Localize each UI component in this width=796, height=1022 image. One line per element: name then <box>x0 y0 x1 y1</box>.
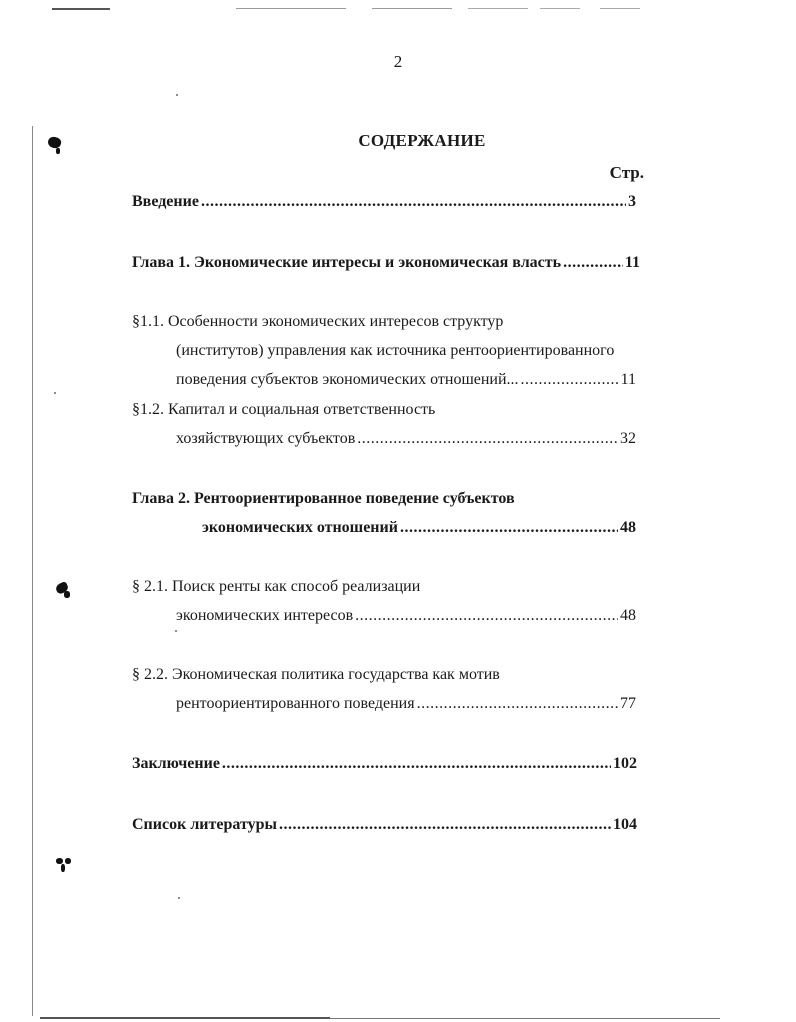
speck <box>175 630 177 632</box>
leader-dots <box>563 253 623 273</box>
toc-section-2-1-line-1: § 2.1. Поиск ренты как способ реализации <box>132 578 421 595</box>
toc-entry-section-2-2 <box>176 694 636 714</box>
toc-entry-references <box>132 815 637 835</box>
toc-section-1-1-line-1: §1.1. Особенности экономических интересов структур <box>132 313 504 330</box>
toc-entry-page: 102 <box>613 755 637 772</box>
scan-edge-top <box>600 8 640 9</box>
scan-margin-line <box>32 126 33 1016</box>
toc-entry-page: 48 <box>620 519 636 536</box>
speck <box>178 897 180 899</box>
toc-entry-title: хозяйствующих субъектов <box>176 430 356 447</box>
toc-entry-page: 32 <box>620 430 636 447</box>
ink-blot <box>65 858 71 864</box>
toc-entry-title: Заключение <box>132 755 220 772</box>
toc-entry-title: рентоориентированного поведения <box>176 695 415 712</box>
toc-entry-page: 77 <box>620 695 636 712</box>
leader-dots <box>357 429 618 449</box>
toc-entry-title: Глава 1. Экономические интересы и экономическая власть <box>132 254 562 271</box>
toc-chapter-2-line-1: Глава 2. Рентоориентированное поведение субъектов <box>132 490 515 507</box>
scan-edge-top <box>372 8 452 9</box>
toc-title: СОДЕРЖАНИЕ <box>358 131 486 150</box>
toc-entry-section-2-1 <box>176 606 636 626</box>
page-column-label: Стр. <box>609 163 644 182</box>
toc-entry-page: 11 <box>620 371 636 388</box>
toc-section-2-2-line-1: § 2.2. Экономическая политика государства как мотив <box>132 666 500 683</box>
toc-entry-page: 48 <box>620 607 636 624</box>
speck <box>176 94 178 96</box>
ink-blot <box>61 864 65 872</box>
toc-entry-chapter-1 <box>132 253 640 273</box>
leader-dots <box>417 694 618 714</box>
toc-section-1-1-line-2: (институтов) управления как источника рентоориентированного <box>176 342 615 359</box>
toc-entry-introduction <box>132 192 636 212</box>
toc-entry-title: экономических отношений <box>202 519 398 536</box>
scan-edge-bottom <box>330 1018 720 1019</box>
toc-entry-section-1-2 <box>176 429 636 449</box>
page-number: 2 <box>393 52 403 71</box>
ink-blot <box>64 591 70 598</box>
scan-edge-top <box>236 8 346 9</box>
toc-entry-title: Введение <box>132 193 199 210</box>
speck <box>54 392 56 394</box>
toc-entry-title: поведения субъектов экономических отношений... <box>176 371 519 388</box>
leader-dots <box>355 606 618 626</box>
toc-entry-chapter-2 <box>202 518 636 538</box>
toc-entry-page: 11 <box>624 254 640 271</box>
toc-entry-conclusion <box>132 754 637 774</box>
toc-entry-section-1-1 <box>176 370 636 390</box>
toc-entry-page: 3 <box>628 193 636 210</box>
toc-entry-page: 104 <box>613 816 637 833</box>
toc-entry-title: экономических интересов <box>176 607 354 624</box>
leader-dots <box>201 192 626 212</box>
scan-edge-top <box>468 8 528 9</box>
scan-edge-top <box>540 8 580 9</box>
leader-dots <box>521 370 619 390</box>
toc-section-1-2-line-1: §1.2. Капитал и социальная ответственность <box>132 401 436 418</box>
leader-dots <box>279 815 611 835</box>
scan-edge-bottom <box>40 1017 330 1019</box>
scan-edge-top <box>52 8 110 10</box>
leader-dots <box>400 518 618 538</box>
toc-entry-title: Список литературы <box>132 816 277 833</box>
leader-dots <box>222 754 611 774</box>
